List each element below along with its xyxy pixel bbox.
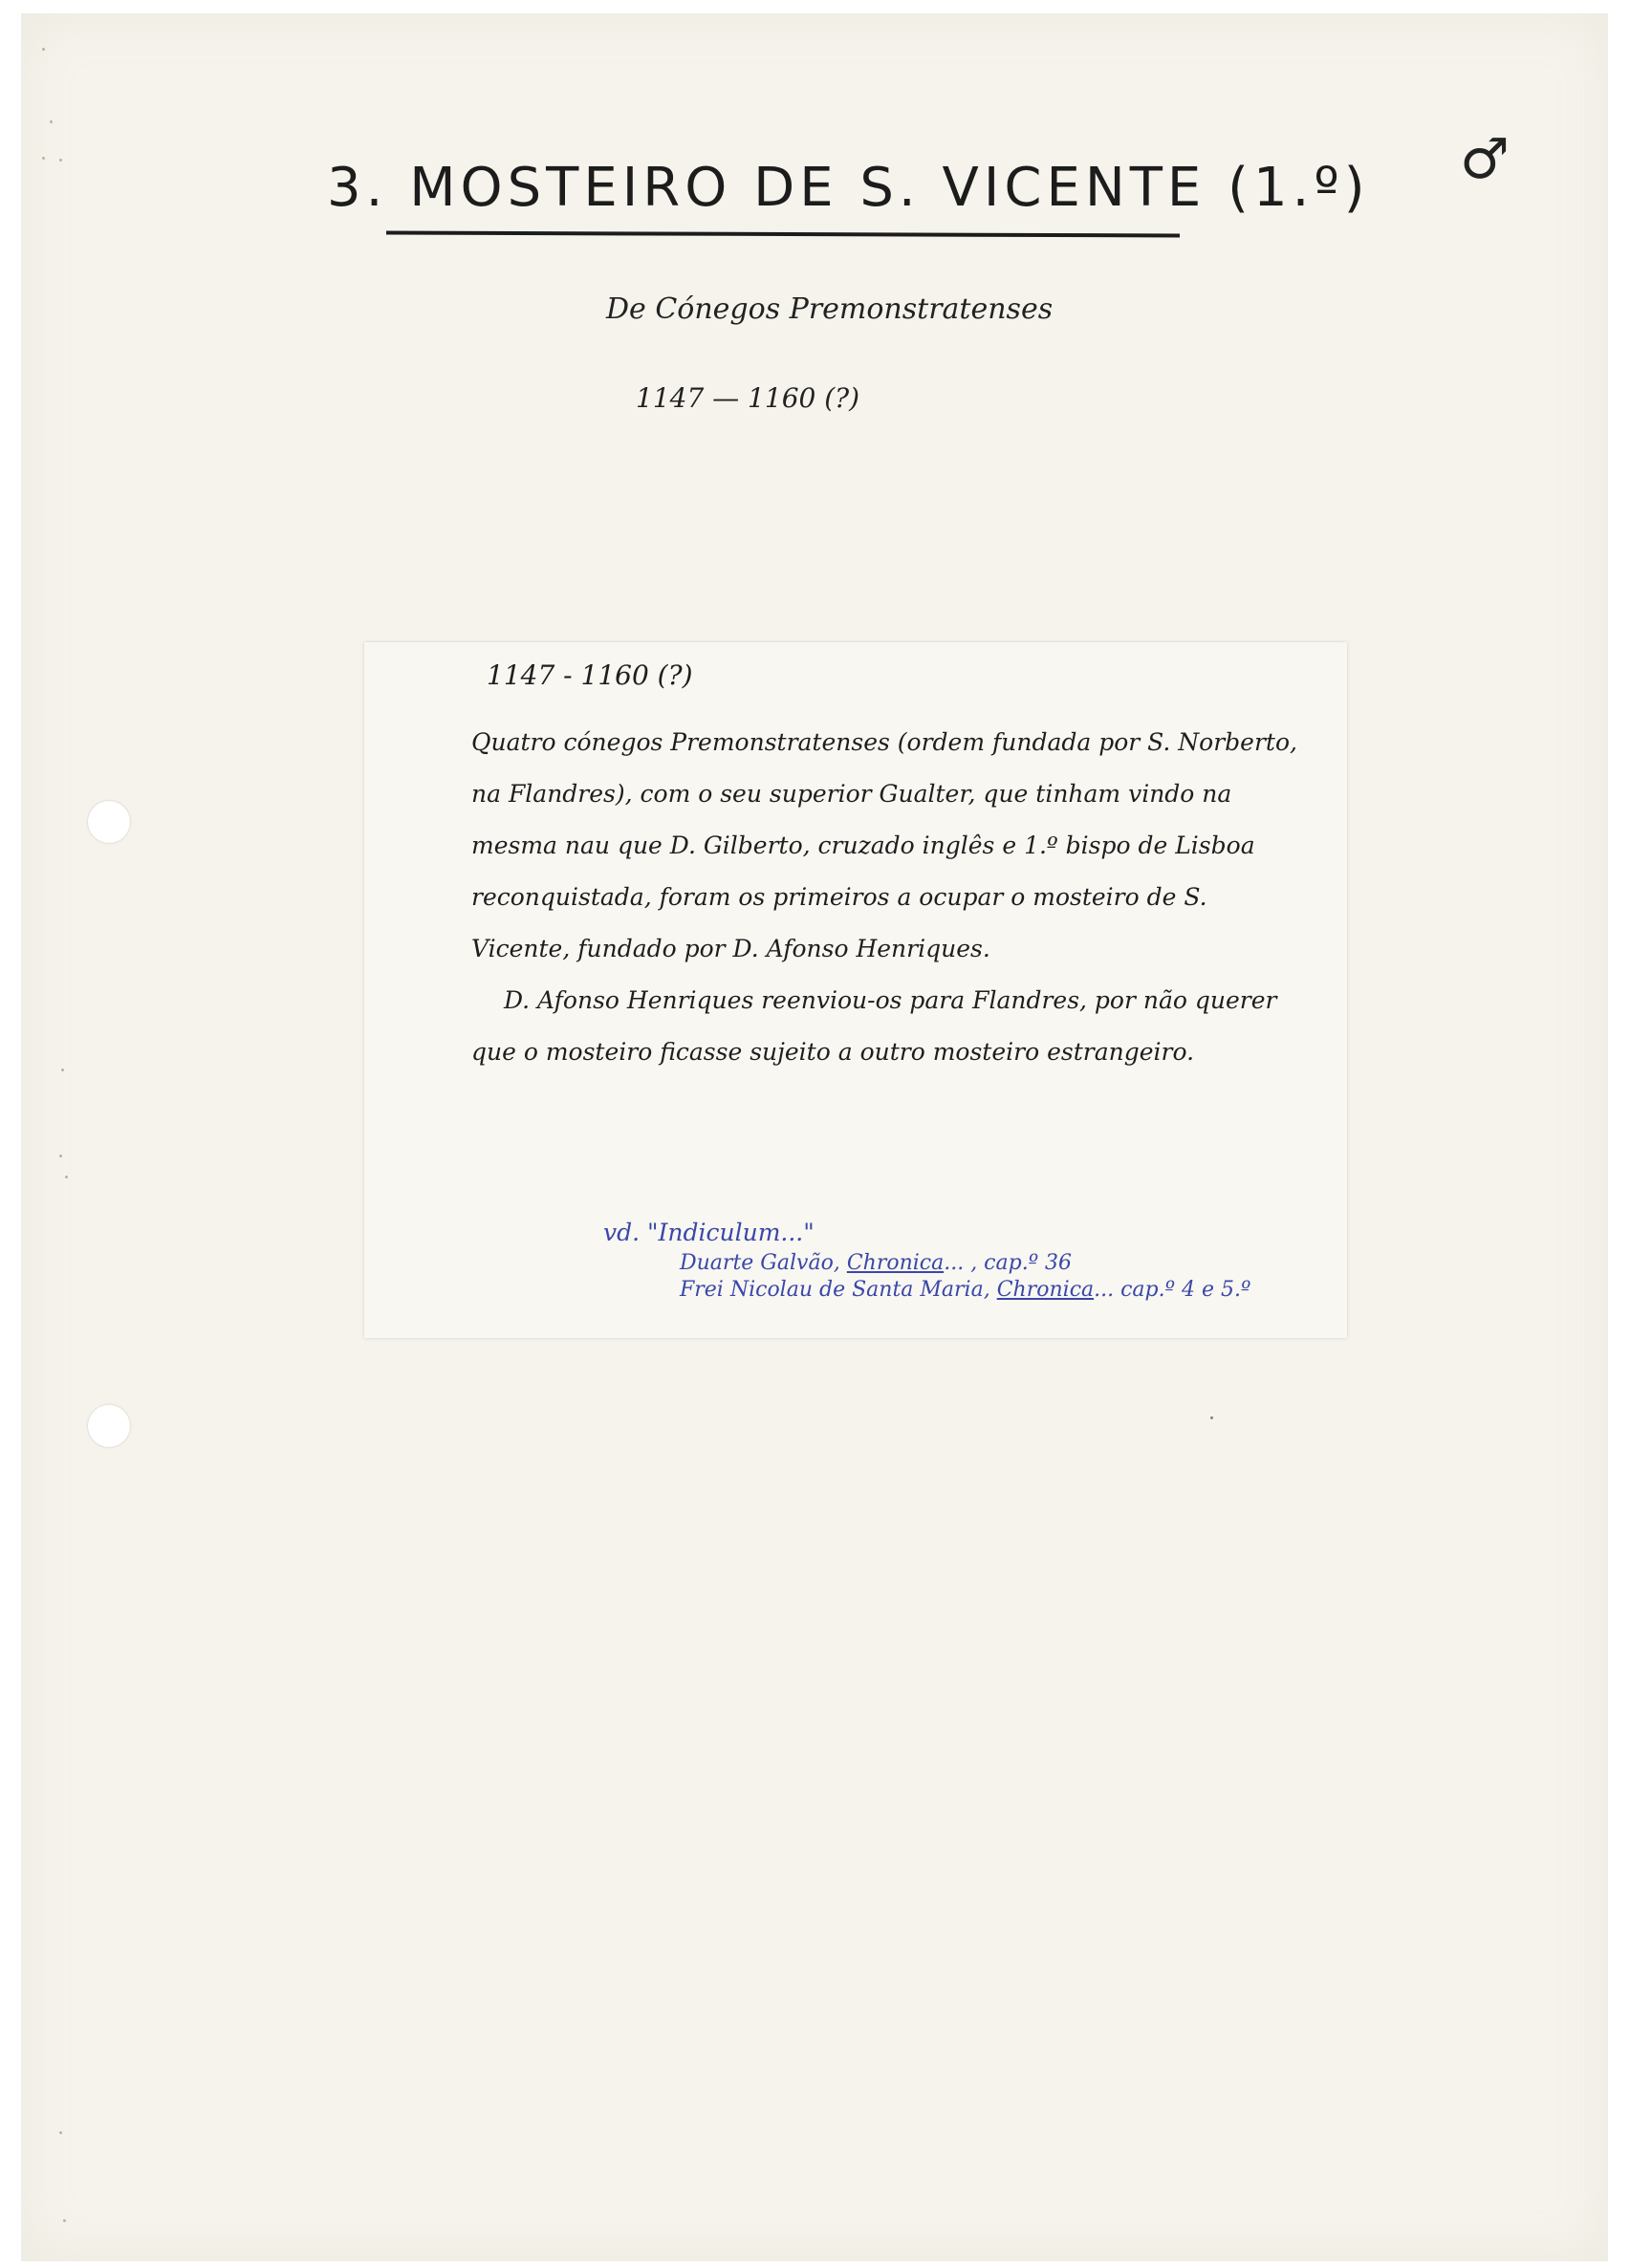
- reference-item: [680, 1250, 1330, 1277]
- reference-suffix: ... , cap.º 36: [944, 1251, 1073, 1275]
- binding-mark: [59, 159, 62, 162]
- binding-mark: [42, 157, 45, 160]
- punch-hole: [88, 801, 130, 843]
- punch-hole: [88, 1405, 130, 1447]
- male-symbol-icon: ♂: [1460, 126, 1510, 191]
- binding-mark: [42, 48, 45, 51]
- reference-work: Chronica: [846, 1251, 945, 1275]
- vd-label: vd.: [603, 1219, 641, 1246]
- binding-mark: [50, 120, 53, 123]
- binding-mark: [59, 2131, 62, 2134]
- page-subtitle: De Cónegos Premonstratenses: [606, 292, 1054, 326]
- reference-suffix: ... cap.º 4 e 5.º: [1094, 1278, 1251, 1302]
- reference-title: "Indiculum...": [647, 1219, 815, 1246]
- reference-item: [680, 1277, 1330, 1304]
- page-dates: 1147 — 1160 (?): [636, 382, 860, 414]
- card-paragraph-1: Quatro cónegos Premonstratenses (ordem fundada por S. Norberto, na Flandres), com o seu superior Gualter, que tinham vindo na mesma nau que D. Gilberto, cruzado inglês e 1.º bispo de Lisboa reconquistada, foram os primeiros a ocupar o mosteiro de S. Vicente, fundado por D. Afonso Henriques.: [471, 728, 1297, 962]
- title-underline: [386, 231, 1180, 238]
- binding-mark: [59, 1155, 62, 1157]
- binding-mark: [61, 1069, 64, 1071]
- reference-author: Frei Nicolau de Santa Maria,: [680, 1278, 990, 1302]
- reference-main: [603, 1216, 1330, 1250]
- pasted-note-card: [364, 642, 1347, 1338]
- references: [603, 1216, 1330, 1304]
- card-paragraph-2: D. Afonso Henriques reenviou-os para Flandres, por não querer que o mosteiro ficasse sujeito a outro mosteiro estrangeiro.: [471, 986, 1277, 1066]
- card-dates: 1147 - 1160 (?): [487, 659, 693, 691]
- binding-mark: [65, 1176, 68, 1178]
- card-body: [471, 717, 1313, 1078]
- reference-work: Chronica: [996, 1278, 1095, 1302]
- reference-author: Duarte Galvão,: [680, 1251, 840, 1275]
- page-title: 3. MOSTEIRO DE S. VICENTE (1.º): [327, 157, 1370, 219]
- speck: [1210, 1416, 1213, 1419]
- binding-mark: [63, 2219, 66, 2222]
